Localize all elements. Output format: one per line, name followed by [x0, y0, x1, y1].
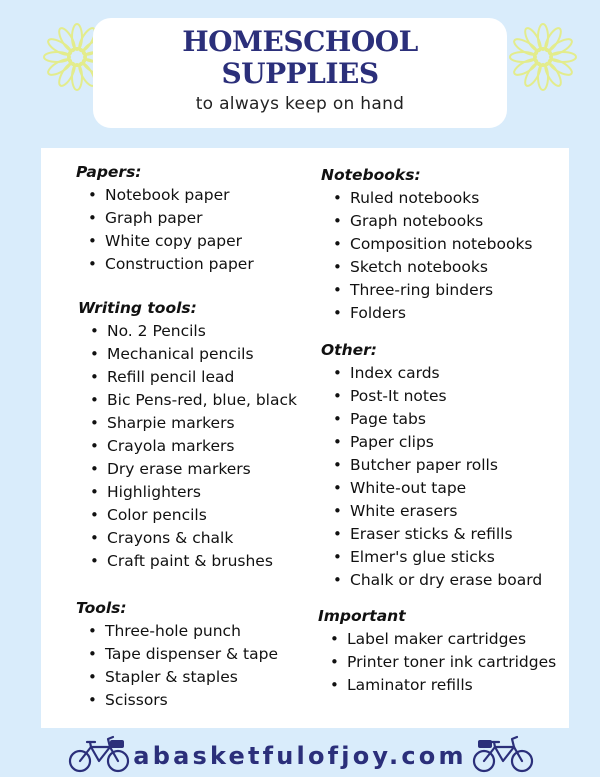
list-item: • Index cards	[321, 362, 542, 385]
section-heading: Papers:	[76, 163, 142, 181]
list-item: • White erasers	[321, 500, 542, 523]
header-card	[93, 18, 507, 128]
title-line-2: SUPPLIES	[221, 57, 379, 90]
list-item: • Notebook paper	[76, 184, 254, 207]
list-item: • Printer toner ink cartridges	[318, 651, 556, 674]
list-item: • No. 2 Pencils	[78, 320, 297, 343]
notebooks-list	[321, 187, 533, 325]
papers-list	[76, 184, 254, 276]
page-subtitle: to always keep on hand	[195, 94, 405, 114]
section-heading: Notebooks:	[321, 166, 421, 184]
list-item: • Post-It notes	[321, 385, 542, 408]
list-item: • Page tabs	[321, 408, 542, 431]
list-item: • Sharpie markers	[78, 412, 297, 435]
list-item: • Elmer's glue sticks	[321, 546, 542, 569]
title-line-1: HOMESCHOOL	[182, 25, 418, 58]
website-url: abasketfulofjoy.com	[133, 742, 467, 770]
other-list	[321, 362, 542, 592]
section-tools	[76, 598, 278, 712]
list-item: • Tape dispenser & tape	[76, 643, 278, 666]
list-item: • Label maker cartridges	[318, 628, 556, 651]
list-item: • Crayola markers	[78, 435, 297, 458]
section-heading: Writing tools:	[78, 299, 197, 317]
list-item: • Highlighters	[78, 481, 297, 504]
list-item: • Sketch notebooks	[321, 256, 533, 279]
section-notebooks	[321, 165, 533, 325]
list-item: • Composition notebooks	[321, 233, 533, 256]
section-writing-tools	[78, 298, 297, 573]
list-item: • Dry erase markers	[78, 458, 297, 481]
list-item: • Laminator refills	[318, 674, 556, 697]
list-item: • Three-ring binders	[321, 279, 533, 302]
list-item: • Ruled notebooks	[321, 187, 533, 210]
section-papers	[76, 162, 254, 276]
list-item: • Graph paper	[76, 207, 254, 230]
section-heading: Important	[318, 607, 406, 625]
list-item: • Scissors	[76, 689, 278, 712]
section-other	[321, 340, 542, 592]
list-item: • Three-hole punch	[76, 620, 278, 643]
supply-list-card	[41, 148, 569, 728]
list-item: • White copy paper	[76, 230, 254, 253]
list-item: • Mechanical pencils	[78, 343, 297, 366]
sunflower-icon	[508, 22, 578, 92]
list-item: • Eraser sticks & refills	[321, 523, 542, 546]
list-item: • Color pencils	[78, 504, 297, 527]
list-item: • White-out tape	[321, 477, 542, 500]
bicycle-icon	[470, 734, 536, 774]
list-item: • Bic Pens-red, blue, black	[78, 389, 297, 412]
list-item: • Construction paper	[76, 253, 254, 276]
list-item: • Paper clips	[321, 431, 542, 454]
footer	[0, 730, 600, 777]
list-item: • Butcher paper rolls	[321, 454, 542, 477]
section-heading: Other:	[321, 341, 377, 359]
list-item: • Crayons & chalk	[78, 527, 297, 550]
list-item: • Chalk or dry erase board	[321, 569, 542, 592]
list-item: • Craft paint & brushes	[78, 550, 297, 573]
list-item: • Graph notebooks	[321, 210, 533, 233]
list-item: • Folders	[321, 302, 533, 325]
important-list	[318, 628, 556, 697]
list-item: • Stapler & staples	[76, 666, 278, 689]
writing-tools-list	[78, 320, 297, 573]
section-heading: Tools:	[76, 599, 127, 617]
page-title	[93, 18, 507, 90]
tools-list	[76, 620, 278, 712]
section-important	[318, 606, 556, 697]
list-item: • Refill pencil lead	[78, 366, 297, 389]
